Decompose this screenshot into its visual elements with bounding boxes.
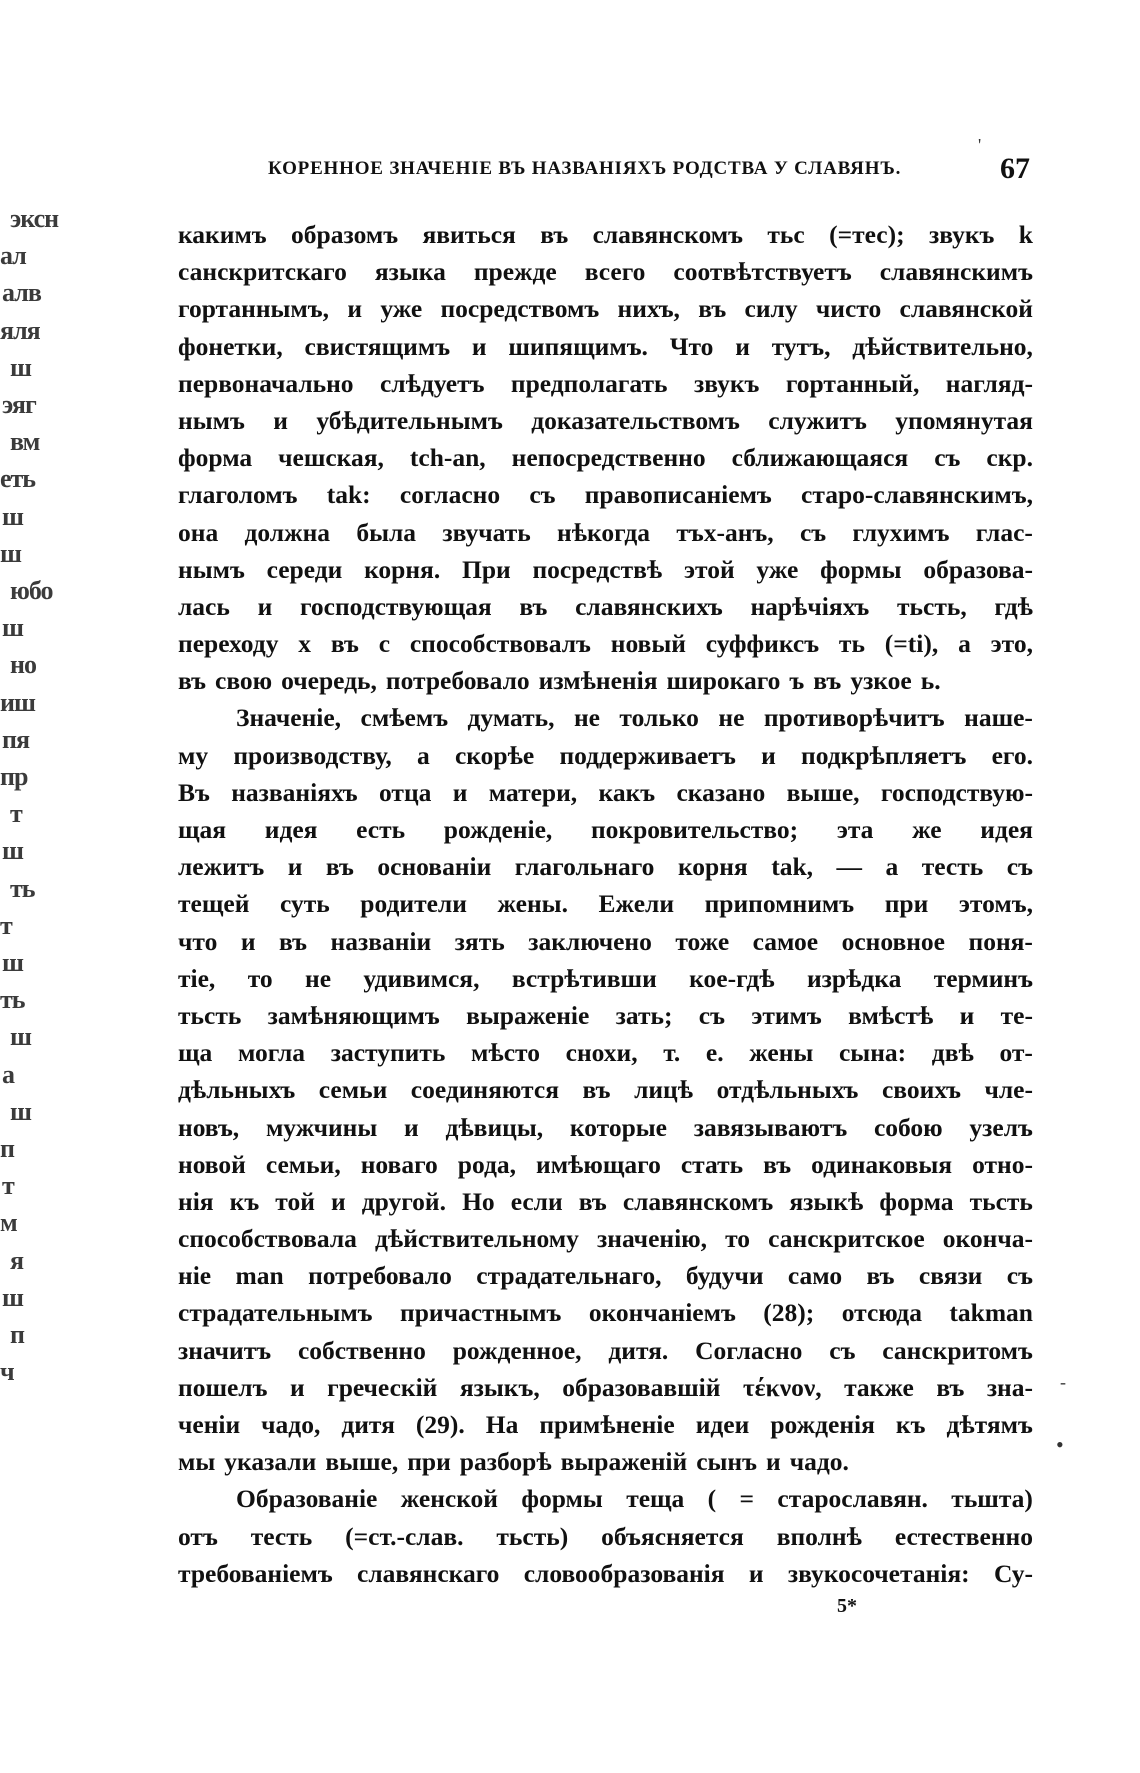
bleed-fragment: юбо — [10, 576, 53, 606]
text-line: глаголомъ tak: согласно съ правописаніемъ старо-славянскимъ, — [178, 480, 1033, 510]
text-line: ніе man потребовало страдательнаго, будучи само въ связи съ — [178, 1261, 1033, 1291]
text-line: Образованіе женской формы теща ( = старославян. тьшта) — [236, 1484, 1033, 1514]
bleed-fragment: эяг — [2, 390, 36, 420]
bleed-fragment: п — [0, 1134, 14, 1164]
text-line: фонетки, свистящимъ и шипящимъ. Что и тутъ, дѣйствительно, — [178, 331, 1033, 361]
signature-mark: 5* — [837, 1595, 857, 1617]
text-line: пошелъ и греческій языкъ, образовавшій τέκνον, также въ зна- — [178, 1372, 1033, 1402]
bleed-fragment: п — [10, 1320, 24, 1350]
text-line: въ свою очередь, потребовало измѣненія широкаго ъ въ узкое ь. — [178, 666, 941, 696]
text-line: тещей суть родители жены. Ежели припомнимъ при этомъ, — [178, 889, 1033, 919]
bleed-fragment: пр — [0, 762, 28, 792]
bleed-fragment: яля — [0, 315, 40, 345]
text-line: дѣльныхъ семьи соединяются въ лицѣ отдѣльныхъ своихъ чле- — [178, 1075, 1033, 1105]
text-line: ченіи чадо, дитя (29). На примѣненіе идеи рожденія къ дѣтямъ — [178, 1410, 1033, 1439]
text-line: щая идея есть рожденіе, покровительство; эта же идея — [178, 815, 1033, 844]
bleed-fragment: иш — [0, 687, 35, 717]
text-line: ща могла заступить мѣсто снохи, т. е. жены сына: двѣ от- — [178, 1038, 1033, 1068]
text-line: страдательнымъ причастнымъ окончаніемъ (28); отсюда takman — [178, 1298, 1033, 1328]
text-line: лась и господствующая въ славянскихъ нарѣчіяхъ тьсть, гдѣ — [178, 591, 1033, 621]
bleed-fragment: ш — [10, 1022, 31, 1052]
text-line: она должна была звучать нѣкогда тъх-анъ, съ глухимъ глас- — [178, 517, 1033, 547]
text-line: Въ названіяхъ отца и матери, какъ сказано выше, господствую- — [178, 777, 1033, 807]
bleed-through-column — [0, 200, 80, 1500]
bleed-fragment: ш — [2, 836, 23, 866]
bleed-fragment: ш — [2, 501, 23, 531]
bleed-fragment: ш — [0, 538, 21, 568]
bleed-fragment: т — [10, 799, 22, 829]
text-line: какимъ образомъ явиться въ славянскомъ тьс (=тес); звукъ k — [178, 220, 1033, 249]
stray-mark: - — [1060, 1372, 1066, 1392]
bleed-fragment: ш — [2, 613, 23, 643]
bleed-fragment: пя — [2, 724, 30, 754]
bleed-fragment: т — [2, 1171, 14, 1201]
text-line: что и въ названіи зять заключено тоже самое основное поня- — [178, 926, 1033, 956]
bleed-fragment: ть — [0, 985, 25, 1015]
bleed-fragment: но — [10, 650, 36, 680]
text-line: нія къ той и другой. Но если въ славянскомъ языкѣ форма тьсть — [178, 1186, 1033, 1216]
text-line: первоначально слѣдуетъ предполагать звукъ гортанный, нагляд- — [178, 368, 1033, 398]
text-line: отъ тесть (=ст.-слав. тьсть) объясняется вполнѣ естественно — [178, 1521, 1033, 1551]
text-line: нымъ и убѣдительнымъ доказательствомъ служитъ упомянутая — [178, 405, 1033, 435]
stray-mark: • — [1056, 1432, 1064, 1457]
bleed-fragment: ал — [0, 241, 26, 271]
text-line: санскритскаго языка прежде всего соотвѣтствуетъ славянскимъ — [178, 257, 1033, 287]
text-line: лежитъ и въ основаніи глагольнаго корня tak, — а тесть съ — [178, 852, 1033, 882]
text-line: нымъ середи корня. При посредствѣ этой уже формы образова- — [178, 554, 1033, 584]
text-line: способствовала дѣйствительному значенію, то санскритское оконча- — [178, 1224, 1033, 1254]
text-line: тіе, то не удивимся, встрѣтивши кое-гдѣ изрѣдка терминъ — [178, 963, 1033, 993]
text-line: новой семьи, новаго рода, имѣющаго стать въ одинаковыя отно- — [178, 1149, 1033, 1179]
running-head: КОРЕННОЕ ЗНАЧЕНІЕ ВЪ НАЗВАНІЯХЪ РОДСТВА У СЛАВЯНЪ. — [268, 158, 902, 179]
bleed-fragment: ш — [2, 1282, 23, 1312]
bleed-fragment: вм — [10, 427, 40, 457]
text-line: новъ, мужчины и дѣвицы, которые завязываютъ собою узелъ — [178, 1112, 1033, 1142]
text-line: гортаннымъ, и уже посредствомъ нихъ, въ силу чисто славянской — [178, 294, 1033, 324]
bleed-fragment: ч — [0, 1357, 14, 1387]
body-text — [178, 216, 1033, 1592]
bleed-fragment: а — [2, 1059, 14, 1089]
text-line: тьсть замѣняющимъ выраженіе зать; съ этимъ вмѣстѣ и те- — [178, 1000, 1033, 1030]
bleed-fragment: ш — [10, 1096, 31, 1126]
page-number: 67 — [1000, 152, 1030, 185]
text-line: переходу х въ с способствовалъ новый суффиксъ ть (=ti), а это, — [178, 629, 1033, 659]
bleed-fragment: я — [10, 1245, 24, 1275]
text-line: Значеніе, смѣемъ думать, не только не противорѣчитъ наше- — [236, 703, 1033, 733]
stray-mark: ' — [978, 135, 982, 155]
text-line: мы указали выше, при разборѣ выраженій сынъ и чадо. — [178, 1447, 849, 1477]
bleed-fragment: т — [0, 910, 12, 940]
bleed-fragment: ш — [2, 948, 23, 978]
bleed-fragment: ш — [10, 352, 31, 382]
bleed-fragment: эксн — [10, 204, 59, 233]
bleed-fragment: алв — [2, 278, 41, 308]
text-line: му производству, а скорѣе поддерживаетъ и подкрѣпляетъ его. — [178, 740, 1033, 770]
bleed-fragment: ть — [10, 873, 35, 903]
page-header — [268, 152, 1038, 192]
bleed-fragment: еть — [0, 464, 36, 494]
bleed-fragment: м — [0, 1208, 17, 1238]
text-line: форма чешская, tch-an, непосредственно сближающаяся съ скр. — [178, 443, 1033, 473]
text-line: значитъ собственно рожденное, дитя. Согласно съ санскритомъ — [178, 1335, 1033, 1365]
text-line: требованіемъ славянскаго словообразованія и звукосочетанія: Су- — [178, 1558, 1033, 1588]
